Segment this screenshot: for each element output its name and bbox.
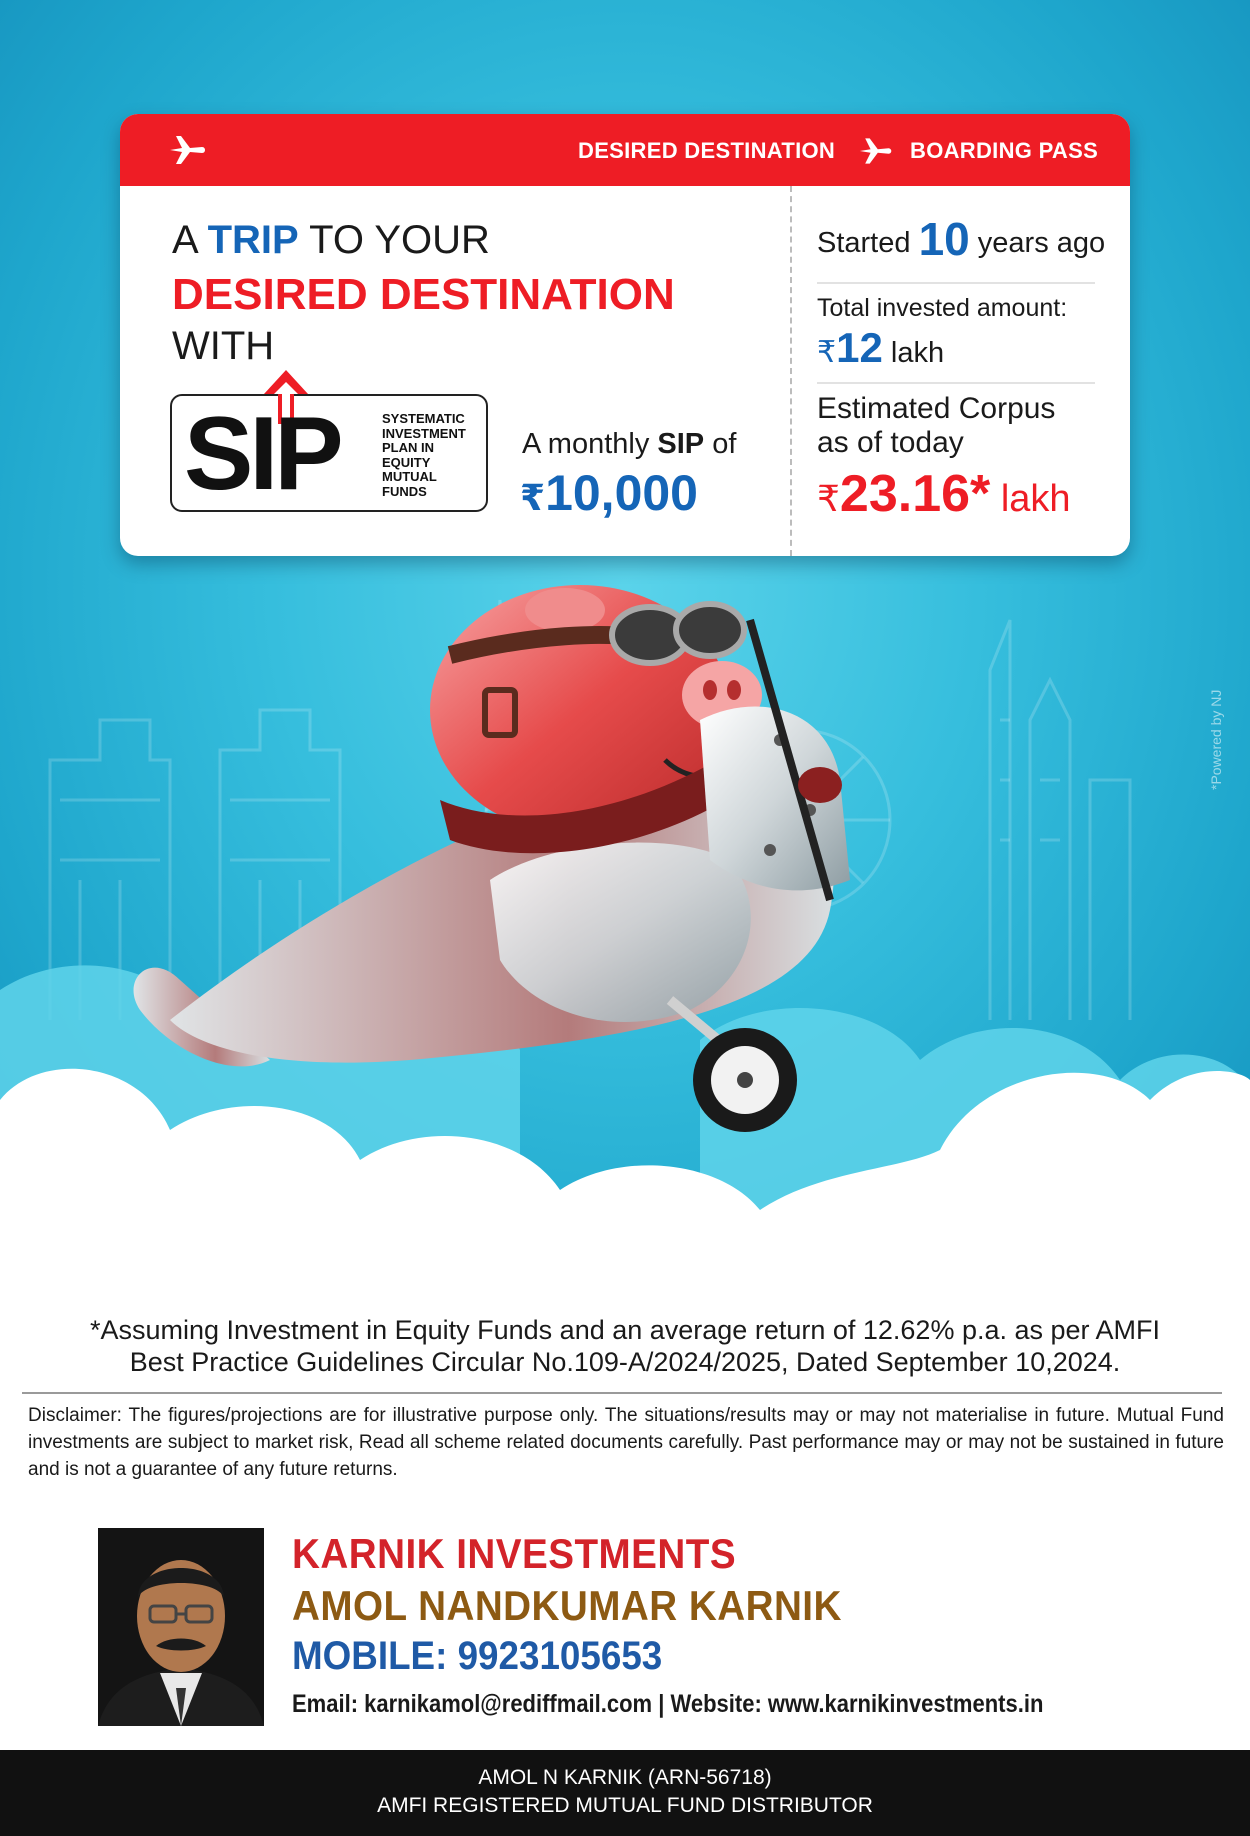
footer-distributor: AMFI REGISTERED MUTUAL FUND DISTRIBUTOR [377, 1794, 873, 1817]
mobile-number: MOBILE: 9923105653 [292, 1634, 663, 1678]
assumption-line: Best Practice Guidelines Circular No.109-A/2024/2025, Dated September 10,2024. [129, 1347, 1121, 1377]
company-name: KARNIK INVESTMENTS [292, 1530, 737, 1577]
estimated-corpus-label: Estimated Corpus [817, 392, 1056, 425]
corpus-amount-unit: lakh [1000, 478, 1071, 520]
monthly-sip-label [522, 428, 736, 461]
started-years-ago [817, 212, 1105, 266]
headline-with: WITH [172, 324, 275, 368]
monthly-sip-amount [520, 464, 698, 522]
header-boarding-pass: BOARDING PASS [910, 138, 1099, 163]
footer-bar [0, 1750, 1250, 1836]
sip-logo-letters: SIP [184, 396, 340, 512]
corpus-amount-value: 23.16* [839, 465, 991, 523]
email-website: Email: karnikamol@rediffmail.com | Website: www.karnikinvestments.in [292, 1690, 1044, 1718]
sip-logo [170, 394, 488, 512]
started-years-value: 10 [918, 213, 970, 265]
total-amount-value: 12 [836, 324, 883, 371]
monthly-suffix: of [712, 428, 737, 460]
headline-trip: TRIP [207, 218, 299, 262]
sip-subtitle-line: MUTUAL [382, 469, 437, 484]
piggy-bank-airplane-illustration [110, 580, 1010, 1180]
headline-a: A [172, 218, 197, 262]
sip-logo-subtitle [382, 412, 466, 499]
started-suffix: years ago [977, 227, 1106, 259]
airplane-icon [168, 134, 208, 166]
headline-line-1 [172, 218, 490, 263]
sip-subtitle-line: EQUITY [382, 454, 431, 470]
rupee-symbol: ₹ [817, 478, 840, 519]
rupee-symbol: ₹ [817, 336, 837, 369]
total-amount-unit: lakh [890, 337, 945, 369]
ticket-tear-divider [790, 186, 792, 556]
footer-arn: AMOL N KARNIK (ARN-56718) [478, 1766, 772, 1789]
boarding-pass-header [120, 114, 1130, 186]
disclaimer-text: Disclaimer: The figures/projections are for illustrative purpose only. The situations/results may or may not materialise in future. Mutual Fund investments are subject to market risk, Read all scheme related documents carefully. Past performance may or may not be sustained in future and is not a guarantee of any future returns. [28, 1405, 1224, 1480]
divider [22, 1392, 1222, 1394]
estimated-corpus-amount [817, 464, 1071, 524]
headline-desired-destination: DESIRED DESTINATION [172, 270, 675, 319]
sip-subtitle-line: PLAN IN [382, 440, 434, 455]
advisor-name: AMOL NANDKUMAR KARNIK [292, 1582, 842, 1629]
estimated-corpus-label-2: as of today [817, 426, 964, 459]
sip-subtitle-line: SYSTEMATIC [382, 411, 465, 426]
boarding-pass-card [120, 114, 1130, 556]
header-desired-destination: DESIRED DESTINATION [578, 138, 836, 163]
sip-subtitle-line: INVESTMENT [382, 425, 466, 441]
headline-to-your: TO YOUR [309, 218, 490, 262]
started-prefix: Started [817, 227, 911, 259]
advisor-portrait-illustration [98, 1528, 264, 1726]
advisor-photo [98, 1528, 264, 1726]
powered-by-text: *Powered by NJ [1208, 689, 1224, 790]
airplane-icon [858, 136, 894, 166]
monthly-prefix: A monthly [522, 428, 650, 460]
total-invested-label: Total invested amount: [817, 294, 1068, 322]
monthly-amount-value: 10,000 [545, 465, 698, 521]
divider [817, 282, 1095, 284]
assumption-line: *Assuming Investment in Equity Funds and an average return of 12.62% p.a. as per AMFI [89, 1315, 1161, 1345]
assumption-note [30, 1314, 1220, 1378]
total-invested-amount [817, 324, 944, 372]
sip-subtitle-line: FUNDS [382, 483, 427, 499]
divider [817, 382, 1095, 384]
rupee-symbol: ₹ [520, 477, 546, 518]
monthly-sip-word: SIP [657, 428, 705, 460]
